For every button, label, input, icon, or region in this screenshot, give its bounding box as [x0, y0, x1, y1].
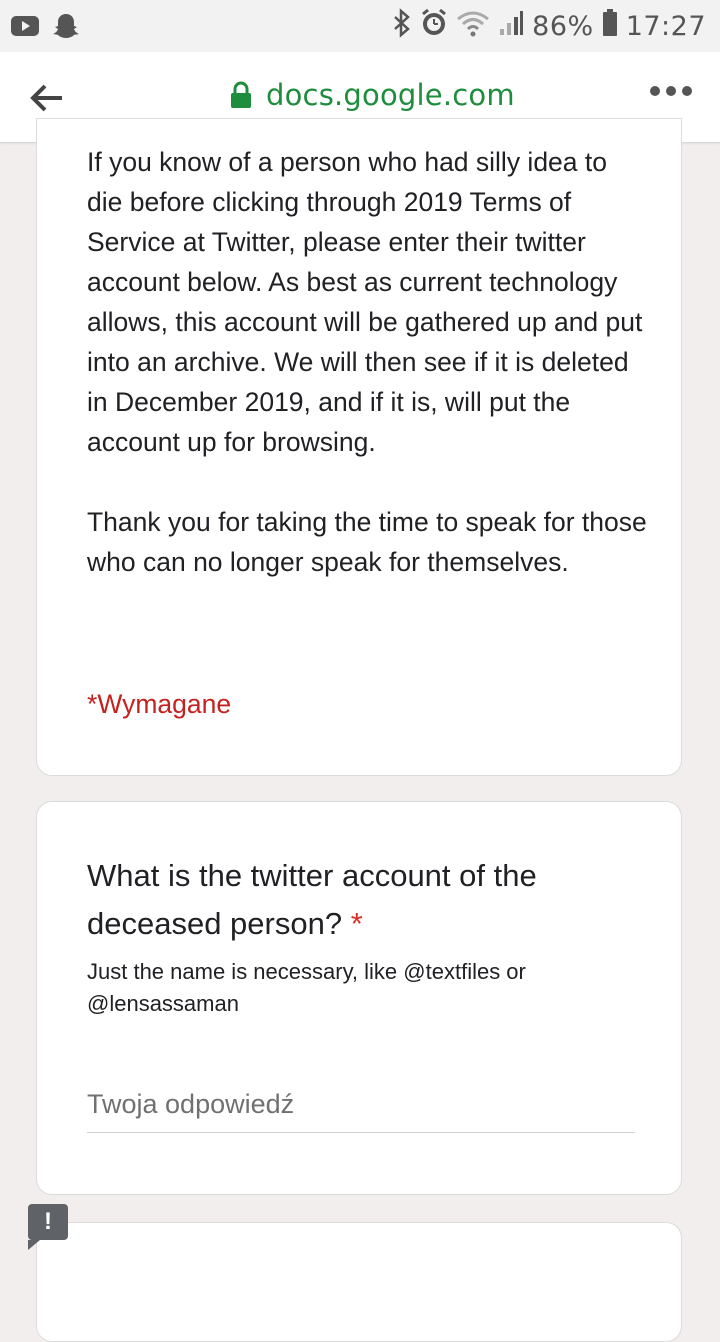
description-paragraph: If you know of a person who had silly idea to die before clicking through 2019 Terms of Service at Twitter, please enter their twitter account below. As best as current technology allows, this account will be gathered up and put into an archive. We will then see if it is deleted in December 2019, and if it is, will put the account up for browsing.	[87, 147, 643, 457]
back-arrow-icon	[28, 78, 68, 118]
question-title	[87, 852, 647, 948]
snapchat-icon	[52, 12, 80, 45]
report-button[interactable]: !	[28, 1204, 68, 1240]
status-bar	[0, 0, 720, 52]
bluetooth-icon	[392, 8, 412, 45]
signal-icon	[498, 9, 524, 44]
required-note: *Wymagane	[87, 689, 232, 719]
battery-percent: 86%	[532, 11, 594, 42]
description-paragraph: Thank you for taking the time to speak for those who can no longer speak for themselves.	[87, 507, 647, 577]
form-header-card	[36, 118, 682, 776]
question-text: What is the twitter account of the deceased person?	[87, 858, 537, 941]
battery-icon	[602, 8, 618, 45]
next-question-card	[36, 1222, 682, 1342]
question-help-text: Just the name is necessary, like @textfiles or @lensassaman	[87, 959, 526, 1016]
form-description	[87, 142, 647, 582]
address-bar[interactable]	[230, 78, 515, 112]
lock-icon	[230, 81, 252, 109]
answer-field	[87, 1082, 635, 1133]
required-marker: *	[350, 906, 363, 941]
more-options-icon[interactable]	[650, 86, 692, 96]
wifi-icon	[456, 9, 490, 44]
question-card	[36, 801, 682, 1195]
url-text: docs.google.com	[266, 78, 515, 112]
youtube-icon	[10, 14, 40, 43]
alarm-icon	[420, 8, 448, 45]
clock: 17:27	[625, 11, 706, 42]
back-button[interactable]	[28, 78, 68, 118]
answer-input[interactable]	[87, 1082, 635, 1126]
